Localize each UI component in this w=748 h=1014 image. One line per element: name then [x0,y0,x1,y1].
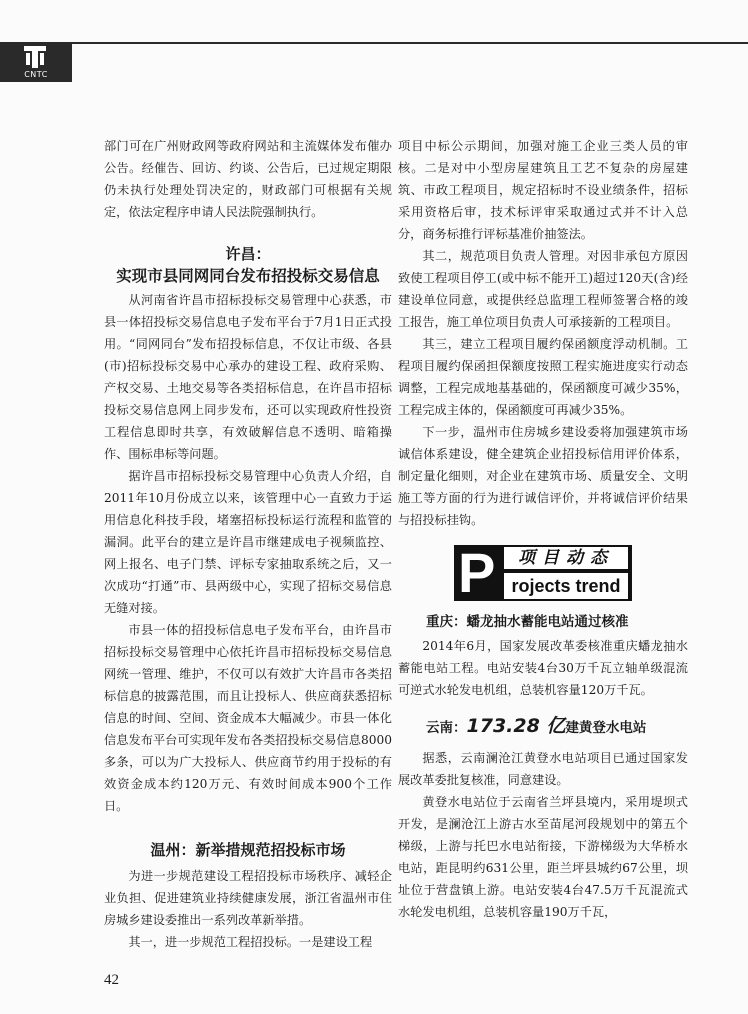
yunnan-amount: 173.28 亿 [466,715,566,737]
magazine-logo [0,42,72,82]
section-title-yunnan [426,713,688,741]
paragraph: 据许昌市招标投标交易管理中心负责人介绍，自2011年10月份成立以来，该管理中心一直致力于运用信息化科技手段，堵塞招标投标运行流程和监管的漏洞。此平台的建立是许昌市继建成电子视频监控、网上报名、电子门禁、评标专家抽取系统之后，又一次成功“打通”市、县两级中心，实现了招标交易信息无缝对接。 [104,469,392,615]
banner-chinese-title: 项目动态 [504,547,628,569]
paragraph: 其二，规范项目负责人管理。对因非承包方原因致使工程项目停工(或中标不能开工)超过120天(含)经建设单位同意，或提供经总监理工程师签署合格的竣工报告，施工单位项目负责人可承接新的工程项目。 [398,249,688,329]
paragraph: 部门可在广州财政网等政府网站和主流媒体发布催办公告。经催告、回访、约谈、公告后，已过规定期限仍未执行处理处罚决定的，财政部门可根据有关规定，依法定程序申请人民法院强制执行。 [104,139,392,219]
paragraph: 其一，进一步规范工程招投标。一是建设工程 [128,935,373,949]
yunnan-prefix: 云南： [426,720,467,736]
logo-text: CNTC [24,70,48,79]
banner-english-title: rojects trend [504,573,628,599]
left-column [104,135,392,953]
paragraph: 据悉，云南澜沧江黄登水电站项目已通过国家发展改革委批复核准，同意建设。 [398,751,688,787]
paragraph: 为进一步规范建设工程招投标市场秩序、减轻企业负担、促进建筑业持续健康发展，浙江省温州市住房城乡建设委推出一系列改革新举措。 [104,869,392,927]
section-title-chongqing: 重庆：蟠龙抽水蓄能电站通过核准 [426,614,629,630]
cntc-emblem-icon [22,44,48,70]
paragraph: 市县一体的招投标信息电子发布平台，由许昌市招标投标交易管理中心依托许昌市招标投标交易信息网统一管理、维护，不仅可以有效扩大许昌市各类招标信息的披露范围，而且让投标人、供应商获悉招标信息的时间、空间、资金成本大幅减少。市县一体化信息发布平台可实现年发布各类招投标交易信息8000多条，可以为广大投标人、供应商节约用于投标的有效资金成本约120万元、有效时间成本900个工作日。 [104,623,392,813]
right-column [398,135,688,923]
paragraph: 黄登水电站位于云南省兰坪县境内，采用堤坝式开发，是澜沧江上游古水至苗尾河段规划中的第五个梯级，上游与托巴水电站衔接，下游梯级为大华桥水电站，距昆明约631公里，距兰坪县城约67公里，坝址位于营盘镇上游。电站安装4台47.5万千瓦混流式水轮发电机组，总装机容量190万千瓦， [398,795,688,919]
page-number: 42 [104,972,119,988]
paragraph: 项目中标公示期间，加强对施工企业三类人员的审核。二是对中小型房屋建筑且工艺不复杂的房屋建筑、市政工程项目，规定招标时不设业绩条件，招标采用资格后审，技术标评审采取通过式并不计入总分，商务标推行评标基准价抽签法。 [398,139,688,241]
section-title-xuchang-place: 许昌： [225,245,271,263]
section-title-xuchang: 实现市县同网同台发布招投标交易信息 [116,267,380,285]
banner-letter: P [458,541,496,604]
projects-trend-banner [454,541,632,604]
paragraph: 2014年6月，国家发展改革委核准重庆蟠龙抽水蓄能电站工程。电站安装4台30万千瓦立轴单级混流可逆式水轮发电机组，总装机容量120万千瓦。 [398,639,688,697]
section-title-wenzhou: 温州：新举措规范招投标市场 [150,841,346,859]
paragraph: 下一步，温州市住房城乡建设委将加强建筑市场诚信体系建设，健全建筑企业招投标信用评价体系，制定量化细则，对企业在建筑市场、质量安全、文明施工等方面的行为进行诚信评价，并将诚信评价结果与招投标挂钩。 [398,425,688,527]
header-rule [72,42,748,44]
paragraph: 从河南省许昌市招标投标交易管理中心获悉，市县一体招投标交易信息电子发布平台于7月1日正式投用。“同网同台”发布招投标信息，不仅让市级、各县(市)招标投标交易中心承办的建设工程、政府采购、产权交易、土地交易等各类招标信息，在许昌市招标投标交易信息网上同步发布，还可以实现政府性投资工程信息即时共享，有效破解信息不透明、暗箱操作、围标串标等问题。 [104,293,392,461]
paragraph: 其三，建立工程项目履约保函额度浮动机制。工程项目履约保函担保额度按照工程实施进度实行动态调整，工程完成地基基础的，保函额度可减少35%，工程完成主体的，保函额度可再减少35%。 [398,337,688,417]
yunnan-suffix: 建黄登水电站 [565,720,647,736]
